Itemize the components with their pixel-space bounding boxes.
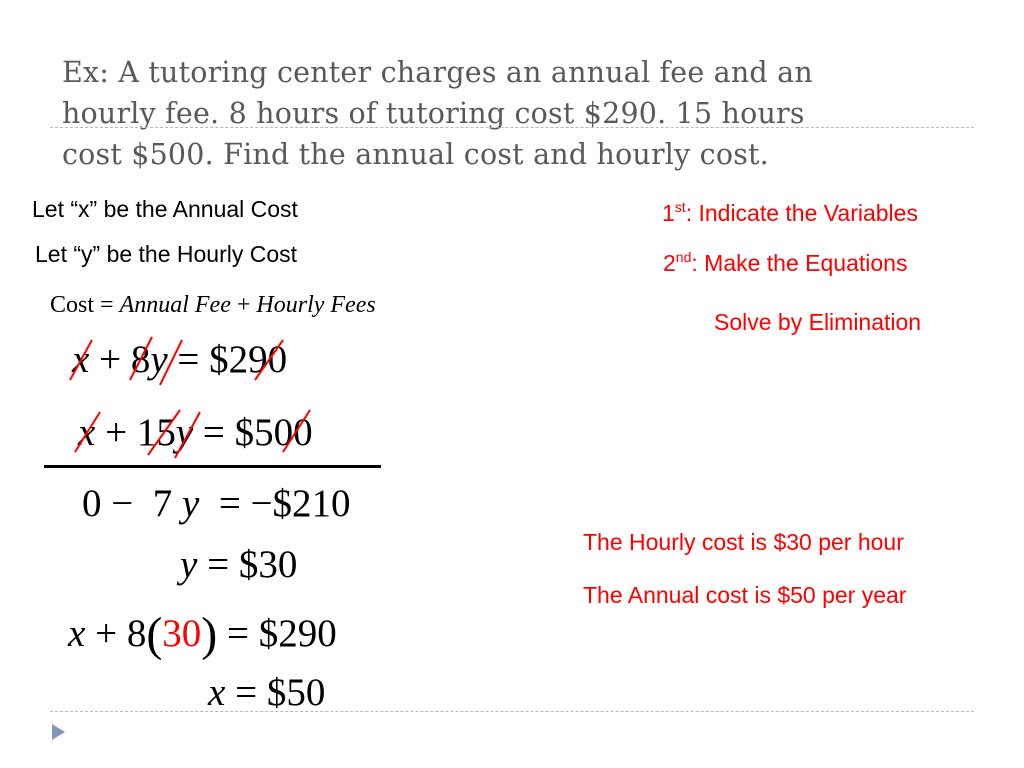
problem-line-1: Ex: A tutoring center charges an annual fee and an — [62, 56, 813, 89]
eq1-coef: 8 — [130, 338, 151, 381]
cost-term-hourly: Hourly Fees — [256, 292, 376, 318]
cost-equation — [50, 292, 376, 319]
step-3: Solve by Elimination — [714, 309, 922, 335]
triangle-right-icon[interactable] — [52, 724, 65, 740]
ysol-y: y — [180, 543, 198, 586]
step-1-text: : Indicate the Variables — [685, 200, 918, 226]
problem-line-3: cost $500. Find the annual cost and hourly cost. — [62, 138, 769, 171]
result-coef: 7 — [152, 482, 173, 525]
problem-statement — [62, 52, 962, 175]
eq1-y: y — [150, 338, 168, 381]
sub-value: 30 — [162, 612, 202, 655]
result-equals: = — [218, 482, 241, 525]
step-1-sup: st — [674, 199, 686, 215]
ysol-rhs: $30 — [238, 543, 298, 586]
footer-divider — [50, 711, 974, 712]
x-solution — [208, 670, 325, 715]
step-2-sup: nd — [675, 249, 692, 265]
eq2-y: y — [175, 411, 194, 454]
eq2-rhs: $500 — [234, 411, 313, 454]
result-y: y — [182, 482, 200, 525]
cost-eq: = — [100, 292, 114, 318]
sub-plus: + — [95, 612, 118, 655]
y-solution — [180, 542, 297, 587]
cost-term-annual: Annual Fee — [119, 292, 231, 318]
equation-2 — [78, 410, 313, 455]
eq2-coef: 15 — [136, 411, 176, 454]
eq2-x: x — [78, 411, 96, 454]
eq1-rhs: $290 — [209, 338, 288, 381]
result-rhs: −$210 — [250, 482, 351, 525]
eq1-equals: = — [177, 338, 200, 381]
xsol-equals: = — [235, 671, 258, 714]
eq1-x: x — [72, 338, 90, 381]
xsol-rhs: $50 — [266, 671, 326, 714]
step-1 — [662, 199, 918, 227]
title-divider — [50, 127, 974, 128]
equation-1 — [72, 337, 287, 382]
sub-x: x — [68, 612, 86, 655]
step-2-num: 2 — [663, 250, 676, 276]
substitution — [68, 607, 337, 662]
eq2-equals: = — [202, 411, 225, 454]
step-2-text: : Make the Equations — [691, 250, 908, 276]
elimination-line — [44, 465, 381, 468]
cost-left: Cost — [50, 292, 95, 318]
problem-line-2: hourly fee. 8 hours of tutoring cost $290. 15 hours — [62, 97, 805, 130]
result-minus: − — [111, 482, 134, 525]
eq2-plus: + — [105, 411, 128, 454]
let-x-text: Let “x” be the Annual Cost — [32, 196, 298, 222]
eq1-plus: + — [99, 338, 122, 381]
sub-coef: 8 — [126, 612, 147, 655]
step-2 — [663, 249, 907, 277]
sub-rhs: $290 — [258, 612, 337, 655]
let-y-text: Let “y” be the Hourly Cost — [35, 241, 298, 267]
sub-lparen: ( — [146, 608, 163, 661]
sub-rparen: ) — [201, 608, 218, 661]
elimination-result — [82, 481, 351, 526]
xsol-x: x — [208, 671, 226, 714]
answer-hourly: The Hourly cost is $30 per hour — [583, 529, 904, 555]
result-zero: 0 — [82, 482, 102, 525]
answer-annual: The Annual cost is $50 per year — [583, 582, 907, 608]
sub-equals: = — [227, 612, 250, 655]
step-1-num: 1 — [662, 200, 675, 226]
cost-plus: + — [236, 292, 251, 318]
ysol-equals: = — [207, 543, 230, 586]
